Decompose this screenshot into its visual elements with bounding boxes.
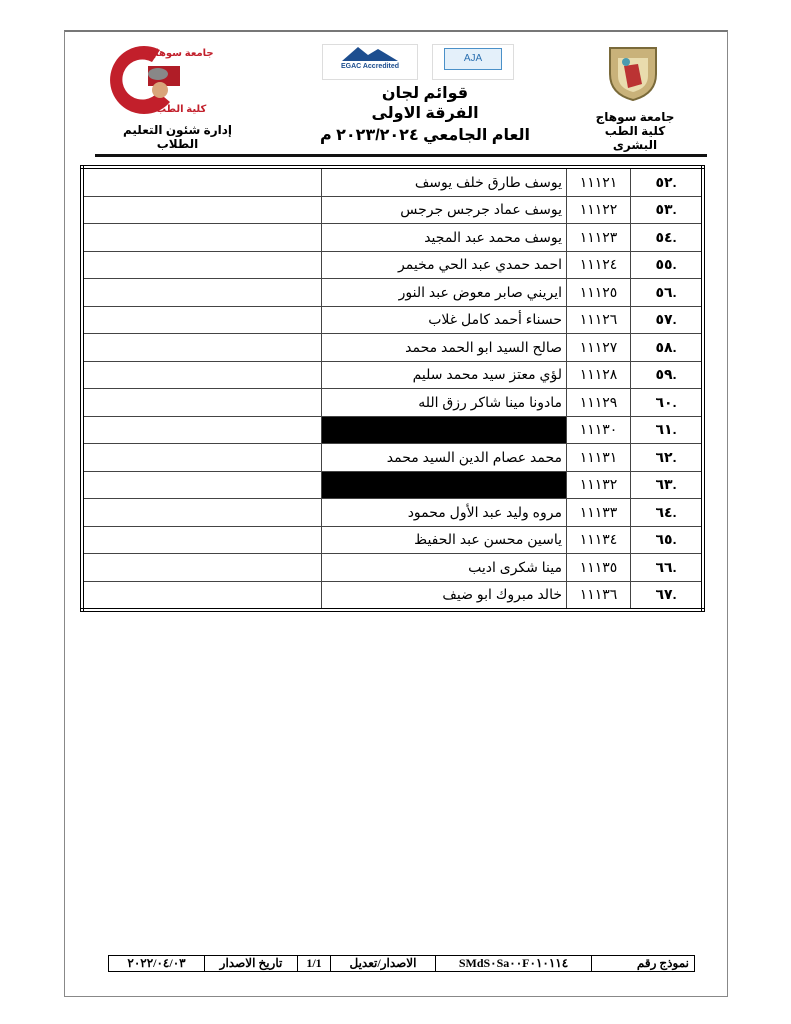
serial-number: .٥٦: [631, 279, 704, 307]
redacted-name: [322, 416, 567, 444]
student-name: لؤي معتز سيد محمد سليم: [322, 361, 567, 389]
serial-number: .٥٤: [631, 224, 704, 252]
header-divider: [95, 154, 707, 157]
aja-logo: [432, 44, 514, 80]
table-row: [82, 167, 703, 196]
table-row: [82, 361, 703, 389]
student-name: حسناء أحمد كامل غلاب: [322, 306, 567, 334]
empty-cell: [82, 224, 322, 252]
serial-number: .٥٩: [631, 361, 704, 389]
empty-cell: [82, 499, 322, 527]
seat-number: ١١١٢٧: [567, 334, 631, 362]
logo-text-university: جامعة سوهاج: [148, 48, 214, 59]
university-name-line: جامعة سوهاج: [595, 110, 675, 124]
empty-cell: [82, 389, 322, 417]
issue-date-label: تاريخ الاصدار: [205, 956, 298, 972]
student-name: يوسف طارق خلف يوسف: [322, 167, 567, 196]
serial-number: .٥٧: [631, 306, 704, 334]
serial-number: .٦٦: [631, 554, 704, 582]
empty-cell: [82, 416, 322, 444]
university-seal-logo: [604, 44, 662, 102]
student-name: احمد حمدي عبد الحي مخيمر: [322, 251, 567, 279]
serial-number: .٥٢: [631, 167, 704, 196]
serial-number: .٦٥: [631, 526, 704, 554]
empty-cell: [82, 334, 322, 362]
empty-cell: [82, 196, 322, 224]
version-value: 1/1: [298, 956, 331, 972]
table-row: [82, 526, 703, 554]
seat-number: ١١١٣٥: [567, 554, 631, 582]
logo-text-faculty: كلية الطب: [156, 104, 207, 115]
serial-number: .٦٢: [631, 444, 704, 472]
redacted-name: [322, 471, 567, 499]
table-row: [82, 554, 703, 582]
table-row: [82, 416, 703, 444]
seat-number: ١١١٢٨: [567, 361, 631, 389]
empty-cell: [82, 526, 322, 554]
aja-logo-text: AJA: [444, 48, 502, 70]
egac-logo-text: EGAC Accredited: [340, 63, 400, 70]
serial-number: .٦٤: [631, 499, 704, 527]
title-committee-lists: قوائم لجان: [381, 85, 469, 102]
title-academic-year: العام الجامعي ٢٠٢٣/٢٠٢٤ م: [319, 127, 531, 144]
table-row: [82, 444, 703, 472]
university-name: [585, 110, 685, 152]
issue-date-value: ٢٠٢٢/٠٤/٠٣: [109, 956, 205, 972]
form-number-value: SMdS٠Sa٠٠F٠١٠١١٤: [436, 956, 592, 972]
version-label: الاصدار/تعديل: [331, 956, 436, 972]
serial-number: .٦٧: [631, 581, 704, 610]
seat-number: ١١١٢٢: [567, 196, 631, 224]
serial-number: .٦٣: [631, 471, 704, 499]
seat-number: ١١١٣٤: [567, 526, 631, 554]
seat-number: ١١١٢٩: [567, 389, 631, 417]
student-name: محمد عصام الدين السيد محمد: [322, 444, 567, 472]
table-row: [82, 279, 703, 307]
empty-cell: [82, 471, 322, 499]
seat-number: ١١١٣١: [567, 444, 631, 472]
table-row: [82, 224, 703, 252]
table-row: [82, 471, 703, 499]
student-name: مادونا مينا شاكر رزق الله: [322, 389, 567, 417]
empty-cell: [82, 581, 322, 610]
table-row: [82, 389, 703, 417]
empty-cell: [82, 306, 322, 334]
title-first-year: الفرقة الاولى: [371, 105, 479, 122]
seat-number: ١١١٢٥: [567, 279, 631, 307]
student-name: يوسف عماد جرجس جرجس: [322, 196, 567, 224]
student-name: مينا شكرى اديب: [322, 554, 567, 582]
seat-number: ١١١٣٦: [567, 581, 631, 610]
student-name: ياسين محسن عبد الحفيظ: [322, 526, 567, 554]
student-name: ايريني صابر معوض عبد النور: [322, 279, 567, 307]
student-name: مروه وليد عبد الأول محمود: [322, 499, 567, 527]
serial-number: .٦١: [631, 416, 704, 444]
serial-number: .٥٥: [631, 251, 704, 279]
faculty-of-medicine-logo: [100, 40, 214, 116]
seat-number: ١١١٣٢: [567, 471, 631, 499]
student-name: صالح السيد ابو الحمد محمد: [322, 334, 567, 362]
empty-cell: [82, 444, 322, 472]
seat-number: ١١١٢٣: [567, 224, 631, 252]
empty-cell: [82, 279, 322, 307]
serial-number: .٥٣: [631, 196, 704, 224]
empty-cell: [82, 554, 322, 582]
faculty-name-line: كلية الطب البشرى: [604, 124, 666, 152]
empty-cell: [82, 361, 322, 389]
seat-number: ١١١٣٣: [567, 499, 631, 527]
seat-number: ١١١٢٦: [567, 306, 631, 334]
serial-number: .٥٨: [631, 334, 704, 362]
form-footer-table: [108, 955, 695, 972]
empty-cell: [82, 251, 322, 279]
student-affairs-dept: إدارة شئون التعليم الطلاب: [122, 123, 232, 151]
seat-number: ١١١٢٤: [567, 251, 631, 279]
table-row: [82, 306, 703, 334]
seat-number: ١١١٢١: [567, 167, 631, 196]
egac-logo: [322, 44, 418, 80]
seat-number: ١١١٣٠: [567, 416, 631, 444]
table-row: [82, 196, 703, 224]
serial-number: .٦٠: [631, 389, 704, 417]
table-row: [82, 581, 703, 610]
table-row: [82, 499, 703, 527]
table-row: [82, 334, 703, 362]
student-name: يوسف محمد عبد المجيد: [322, 224, 567, 252]
table-row: [82, 251, 703, 279]
form-number-label: نموذج رقم: [592, 956, 695, 972]
empty-cell: [82, 167, 322, 196]
committee-list-table: [80, 165, 705, 612]
student-name: خالد مبروك ابو ضيف: [322, 581, 567, 610]
